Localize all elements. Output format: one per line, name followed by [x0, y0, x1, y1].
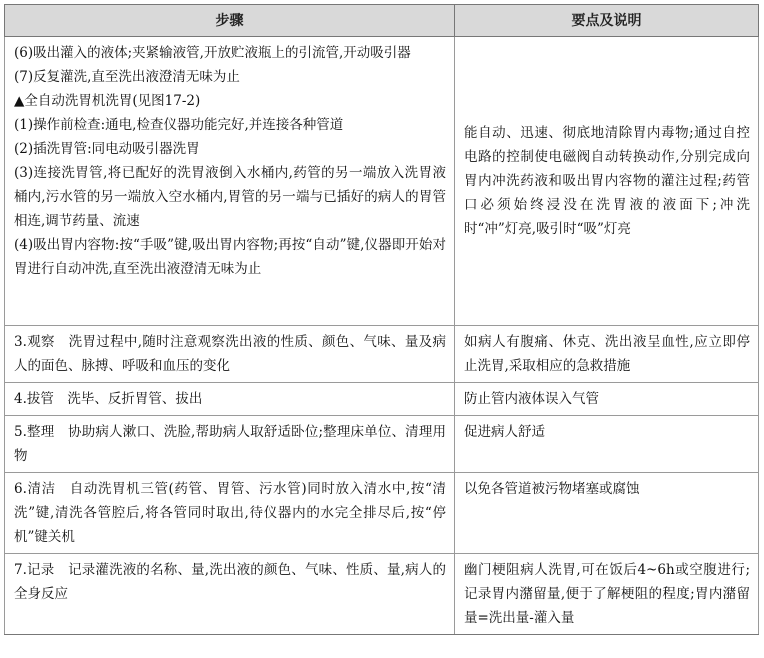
step-line: ▲全自动洗胃机洗胃(见图17-2) — [14, 93, 201, 109]
step-cell: 4.拔管 洗毕、反折胃管、拔出 — [5, 383, 455, 416]
step-line: (6)吸出灌入的液体;夹紧输液管,开放贮液瓶上的引流管,开动吸引器 — [14, 45, 411, 61]
table-row — [5, 554, 759, 635]
step-line: (7)反复灌洗,直至洗出液澄清无味为止 — [14, 69, 240, 85]
table-row — [5, 37, 759, 326]
step-cell — [5, 37, 455, 326]
step-line: (1)操作前检查:通电,检查仪器功能完好,并连接各种管道 — [14, 117, 344, 133]
table-header-row — [5, 5, 759, 37]
step-cell: 5.整理 协助病人漱口、洗脸,帮助病人取舒适卧位;整理床单位、清理用物 — [5, 416, 455, 473]
step-cell: 3.观察 洗胃过程中,随时注意观察洗出液的性质、颜色、气味、量及病人的面色、脉搏、呼吸和血压的变化 — [5, 326, 455, 383]
note-cell: 幽门梗阻病人洗胃,可在饭后4~6h或空腹进行;记录胃内潴留量,便于了解梗阻的程度;胃内潴留量=洗出量-灌入量 — [455, 554, 759, 635]
procedure-table — [4, 4, 759, 635]
step-cell: 6.清洁 自动洗胃机三管(药管、胃管、污水管)同时放入清水中,按“清洗”键,清洗各管腔后,将各管同时取出,待仪器内的水完全排尽后,按“停机”键关机 — [5, 473, 455, 554]
table-row — [5, 326, 759, 383]
header-notes: 要点及说明 — [455, 5, 759, 37]
step-line: (2)插洗胃管:同电动吸引器洗胃 — [14, 141, 200, 157]
step-cell: 7.记录 记录灌洗液的名称、量,洗出液的颜色、气味、性质、量,病人的全身反应 — [5, 554, 455, 635]
note-cell: 能自动、迅速、彻底地清除胃内毒物;通过自控电路的控制使电磁阀自动转换动作,分别完成向胃内冲洗药液和吸出胃内容物的灌注过程;药管口必须始终浸没在洗胃液的液面下;冲洗时“冲”灯亮,吸引时“吸”灯亮 — [455, 37, 759, 326]
table-row — [5, 473, 759, 554]
note-cell: 如病人有腹痛、休克、洗出液呈血性,应立即停止洗胃,采取相应的急救措施 — [455, 326, 759, 383]
note-cell: 防止管内液体误入气管 — [455, 383, 759, 416]
note-cell: 以免各管道被污物堵塞或腐蚀 — [455, 473, 759, 554]
header-steps: 步骤 — [5, 5, 455, 37]
table-row — [5, 383, 759, 416]
table-row — [5, 416, 759, 473]
note-cell: 促进病人舒适 — [455, 416, 759, 473]
step-line: (4)吸出胃内容物:按“手吸”键,吸出胃内容物;再按“自动”键,仪器即开始对胃进行自动冲洗,直至洗出液澄清无味为止 — [14, 237, 446, 277]
step-line: (3)连接洗胃管,将已配好的洗胃液倒入水桶内,药管的另一端放入洗胃液桶内,污水管的另一端放入空水桶内,胃管的另一端与已插好的病人的胃管相连,调节药量、流速 — [14, 165, 446, 229]
